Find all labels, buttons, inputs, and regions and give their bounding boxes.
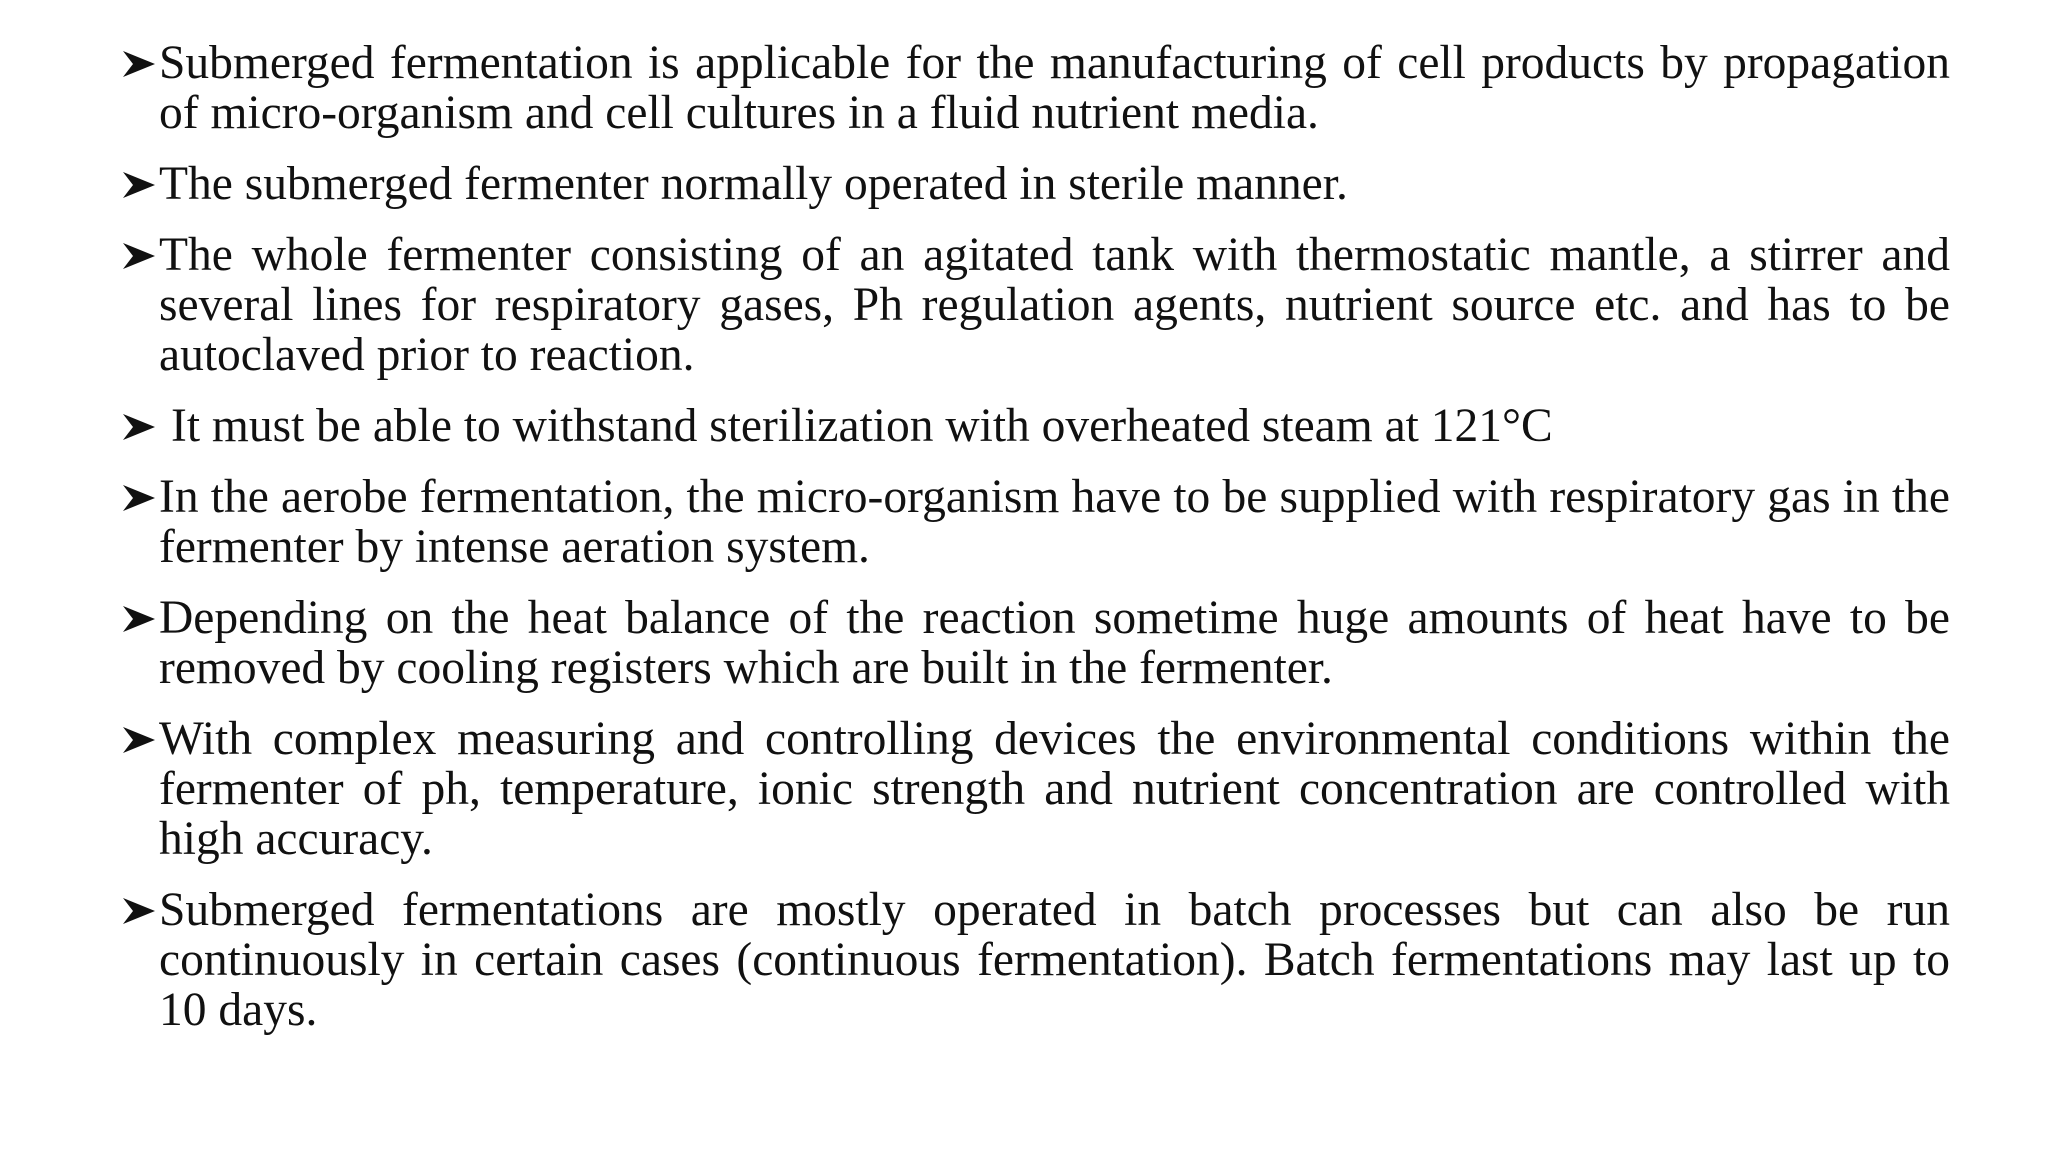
bullet-list (118, 38, 1950, 1035)
arrowhead-bullet-icon (118, 472, 159, 522)
bullet-item (118, 401, 1950, 451)
bullet-text: Submerged fermentations are mostly operated in batch processes but can also be run continuously in certain cases (continuous fermentation). Batch fermentations may last up to 10 days. (159, 884, 1950, 1036)
arrowhead-bullet-icon (118, 159, 159, 209)
bullet-text: In the aerobe fermentation, the micro-organism have to be supplied with respiratory gas in the fermenter by intense aeration system. (159, 471, 1950, 573)
bullet-item (118, 593, 1950, 693)
bullet-item (118, 38, 1950, 138)
bullet-text: Submerged fermentation is applicable for the manufacturing of cell products by propagation of micro-organism and cell cultures in a fluid nutrient media. (159, 37, 1950, 139)
bullet-item (118, 230, 1950, 380)
arrowhead-bullet-icon (118, 885, 159, 935)
bullet-item (118, 885, 1950, 1035)
bullet-text: The whole fermenter consisting of an agitated tank with thermostatic mantle, a stirrer and several lines for respiratory gases, Ph regulation agents, nutrient source etc. and has to be autoclaved prior to reaction. (159, 229, 1950, 381)
bullet-item (118, 159, 1950, 209)
bullet-text: With complex measuring and controlling devices the environmental conditions within the fermenter of ph, temperature, ionic strength and nutrient concentration are controlled with high accuracy. (159, 713, 1950, 865)
arrowhead-bullet-icon (118, 230, 159, 280)
arrowhead-bullet-icon (118, 593, 159, 643)
arrowhead-bullet-icon (118, 38, 159, 88)
arrowhead-bullet-icon (118, 401, 159, 451)
arrowhead-bullet-icon (118, 714, 159, 764)
bullet-text: Depending on the heat balance of the reaction sometime huge amounts of heat have to be removed by cooling registers which are built in the fermenter. (159, 592, 1950, 694)
bullet-item (118, 714, 1950, 864)
bullet-item (118, 472, 1950, 572)
bullet-text: It must be able to withstand sterilization with overheated steam at 121°C (171, 400, 1553, 452)
bullet-text: The submerged fermenter normally operated in sterile manner. (159, 158, 1348, 210)
